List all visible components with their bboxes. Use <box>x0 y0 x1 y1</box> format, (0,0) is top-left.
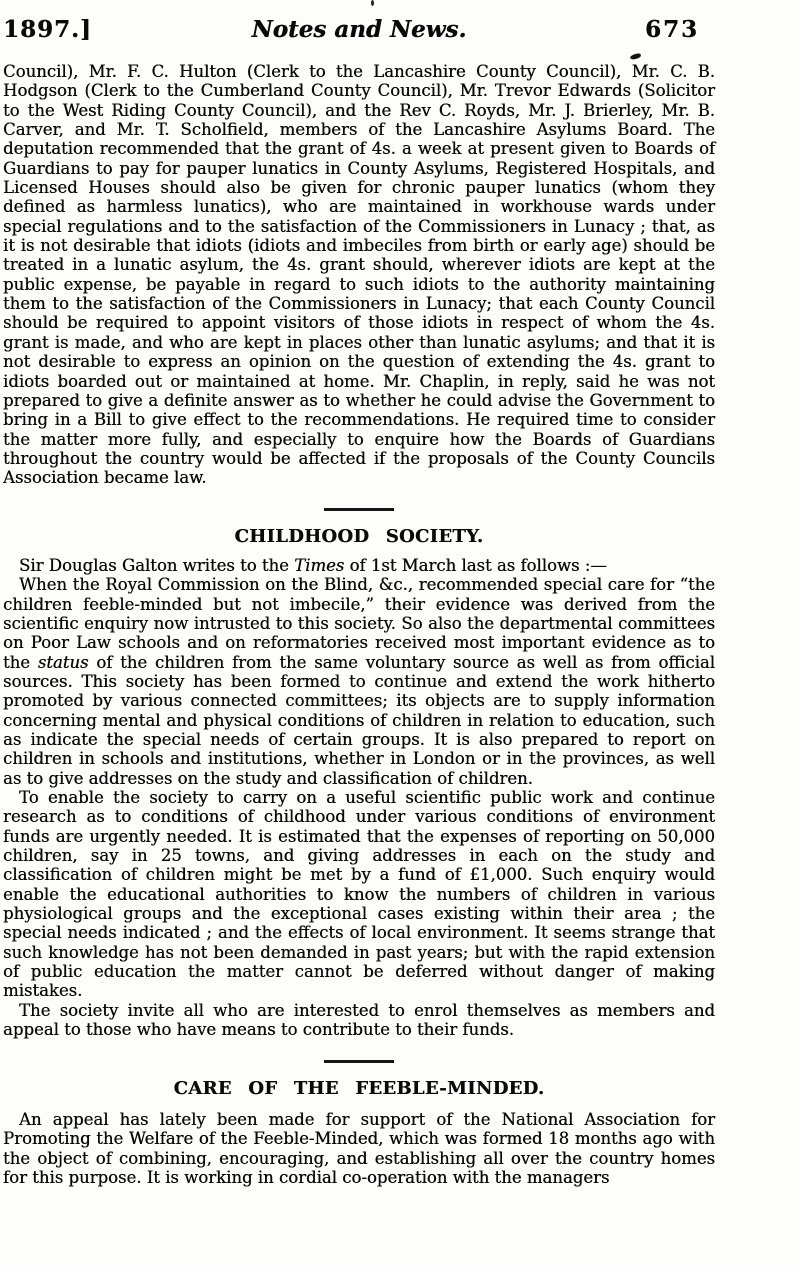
page-body <box>3 62 715 1187</box>
text-column <box>3 16 715 1187</box>
times-title-italic: Times <box>294 555 345 575</box>
paragraph-appeal: An appeal has lately been made for support of the National Association for Promoting the Welfare of the Feeble-Minded, which was formed 18 months ago with the object of combining, encouraging, and establishing all over the country homes for this purpose. It is working in cordial co-operation with the managers <box>3 1109 715 1187</box>
royal-commission-post: of the children from the same voluntary source as well as from official sources. This society has been formed to continue and extend the work hitherto promoted by various connected committees; its objects are to supply information concerning mental and physical conditions of children in relation to education, such as indicate the special needs of certain groups. It is also prepared to report on children in schools and institutions, whether in London or in the provinces, as well as to give addresses on the study and classification of children. <box>3 652 715 788</box>
year-label: 1897.] <box>3 16 92 43</box>
section-heading-feeble-minded: CARE OF THE FEEBLE-MINDED. <box>173 1077 545 1099</box>
journal-title: Notes and News. <box>251 16 467 43</box>
page-header <box>3 16 715 48</box>
page-number: 673 <box>644 16 699 43</box>
section-divider <box>324 1060 394 1063</box>
paragraph-galton-intro <box>3 556 715 575</box>
section-divider <box>324 508 394 511</box>
section-heading-childhood-society: CHILDHOOD SOCIETY. <box>234 525 484 547</box>
continuation-paragraph: Council), Mr. F. C. Hulton (Clerk to the Lancashire County Council), Mr. C. B. Hodgson (Clerk to the Cumberland County Council), Mr. Trevor Edwards (Solicitor to the West Riding County Council), and the Rev C. Royds, Mr. J. Brierley, Mr. B. Carver, and Mr. T. Scholfield, members of the Lancashire Asylums Board. The deputation recommended that the grant of 4s. a week at present given to Boards of Guardians to pay for pauper lunatics in County Asylums, Registered Hospitals, and Licensed Houses should also be given for chronic pauper lunatics (whom they defined as harmless lunatics), who are maintained in workhouse wards under special regulations and to the satisfaction of the Commissioners in Lunacy ; that, as it is not desirable that idiots (idiots and imbeciles from birth or early age) should be treated in a lunatic asylum, the 4s. grant should, wherever idiots are kept at the public expense, be payable in regard to such idiots to the authority maintaining them to the satisfaction of the Commissioners in Lunacy; that each County Council should be required to appoint visitors of those idiots in respect of whom the 4s. grant is made, and who are kept in places other than lunatic asylums; and that it is not desirable to express an opinion on the question of extending the 4s. grant to idiots boarded out or maintained at home. Mr. Chaplin, in reply, said he was not prepared to give a definite answer as to whether he could advise the Government to bring in a Bill to give effect to the recommendations. He required time to consider the matter more fully, and especially to enquire how the Boards of Guardians throughout the country would be affected if the proposals of the County Councils Association became law. <box>3 62 715 488</box>
paragraph-royal-commission <box>3 575 715 788</box>
paragraph-invitation: The society invite all who are interested to enrol themselves as members and appeal to those who have means to contribute to their funds. <box>3 1000 715 1040</box>
paragraph-funding: To enable the society to carry on a useful scientific public work and continue research as to conditions of childhood under various conditions of environment funds are urgently needed. It is estimated that the expenses of reporting on 50,000 children, say in 25 towns, and giving addresses in each on the study and classification of children might be met by a fund of £1,000. Such enquiry would enable the educational authorities to know the numbers of children in various physiological groups and the exceptional cases existing within their area ; the special needs indicated ; and the effects of local environment. It seems strange that such knowledge has not been demanded in past years; but with the rapid extension of public education the matter cannot be deferred without danger of making mistakes. <box>3 788 715 1001</box>
ink-dot-artifact <box>371 0 374 6</box>
galton-intro-pre: Sir Douglas Galton writes to the <box>19 555 295 575</box>
galton-intro-post: of 1st March last as follows :— <box>344 555 607 575</box>
royal-commission-pre: When the Royal Commission on the Blind, &c., recommended special care for “the children feeble-minded but not imbecile,” their evidence was derived from the scientific enquiry now intrusted to this society. So also the departmental committees on Poor Law schools and on reformatories received most important evidence as to the <box>3 575 715 672</box>
status-word-italic: status <box>37 652 89 672</box>
